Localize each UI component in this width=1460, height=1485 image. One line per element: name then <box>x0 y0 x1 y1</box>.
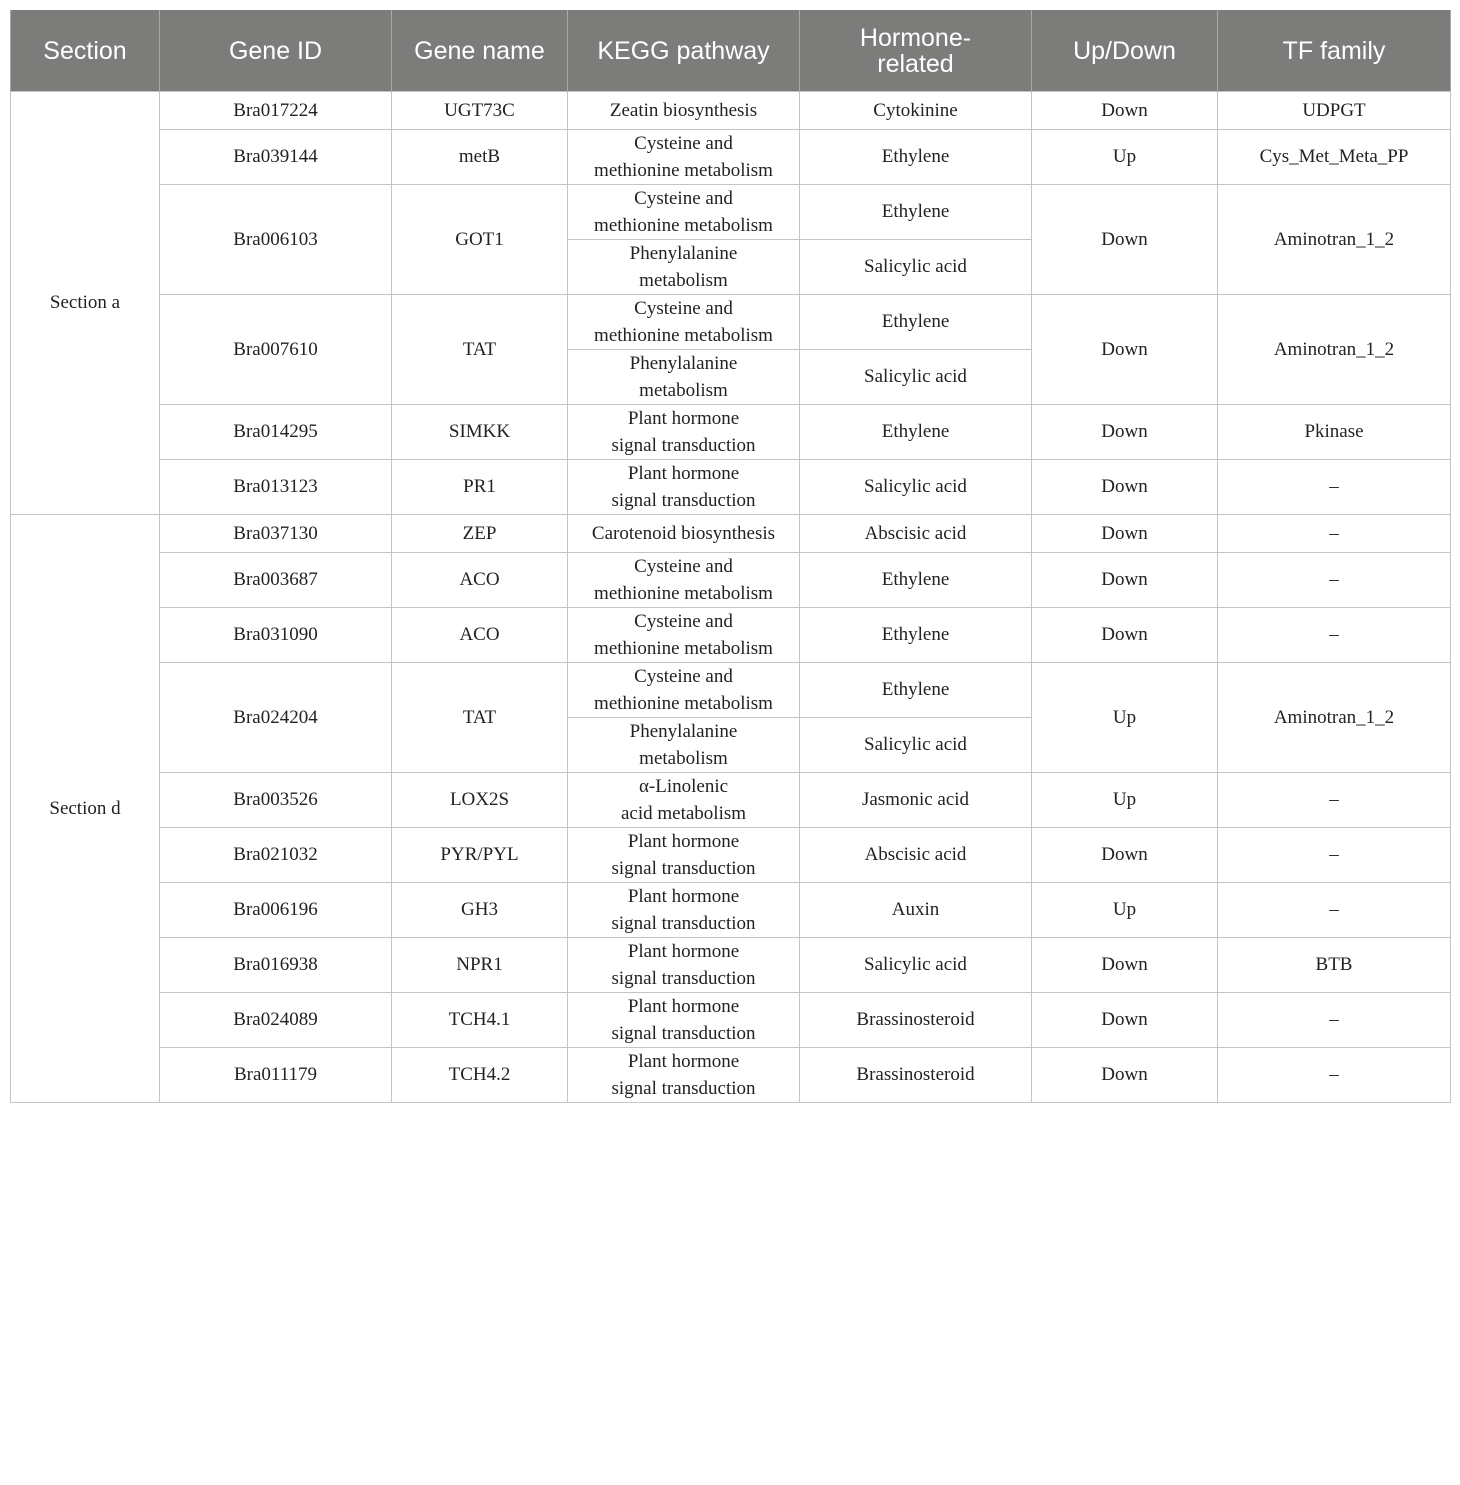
hormone-cell: Abscisic acid <box>800 514 1032 552</box>
table-row <box>11 772 1451 827</box>
gene-id-cell: Bra006196 <box>160 882 392 937</box>
gene-name-cell: LOX2S <box>392 772 568 827</box>
section-cell: Section d <box>11 514 160 1102</box>
gene-name-cell: PYR/PYL <box>392 827 568 882</box>
gene-id-cell: Bra013123 <box>160 459 392 514</box>
gene-name-cell: TCH4.2 <box>392 1047 568 1102</box>
gene-name-cell: metB <box>392 129 568 184</box>
table-row <box>11 129 1451 184</box>
tf-family-cell: – <box>1218 552 1451 607</box>
kegg-pathway-cell: Phenylalanine metabolism <box>568 349 800 404</box>
table-row <box>11 882 1451 937</box>
kegg-pathway-cell: Phenylalanine metabolism <box>568 717 800 772</box>
gene-id-cell: Bra014295 <box>160 404 392 459</box>
up-down-cell: Down <box>1032 937 1218 992</box>
up-down-cell: Up <box>1032 129 1218 184</box>
table-row <box>11 294 1451 349</box>
hormone-cell: Abscisic acid <box>800 827 1032 882</box>
header-hormone-related: Hormone- related <box>800 10 1032 92</box>
kegg-pathway-cell: Zeatin biosynthesis <box>568 92 800 130</box>
hormone-cell: Brassinosteroid <box>800 992 1032 1047</box>
hormone-cell: Cytokinine <box>800 92 1032 130</box>
hormone-cell: Brassinosteroid <box>800 1047 1032 1102</box>
hormone-cell: Ethylene <box>800 294 1032 349</box>
up-down-cell: Down <box>1032 459 1218 514</box>
tf-family-cell: – <box>1218 514 1451 552</box>
up-down-cell: Down <box>1032 552 1218 607</box>
gene-name-cell: TCH4.1 <box>392 992 568 1047</box>
kegg-pathway-cell: Cysteine and methionine metabolism <box>568 552 800 607</box>
tf-family-cell: Aminotran_1_2 <box>1218 662 1451 772</box>
kegg-pathway-cell: Carotenoid biosynthesis <box>568 514 800 552</box>
up-down-cell: Down <box>1032 992 1218 1047</box>
kegg-pathway-cell: Plant hormone signal transduction <box>568 1047 800 1102</box>
header-gene-name: Gene name <box>392 10 568 92</box>
header-up-down: Up/Down <box>1032 10 1218 92</box>
header-kegg-pathway: KEGG pathway <box>568 10 800 92</box>
up-down-cell: Down <box>1032 92 1218 130</box>
hormone-cell: Salicylic acid <box>800 937 1032 992</box>
up-down-cell: Up <box>1032 662 1218 772</box>
tf-family-cell: BTB <box>1218 937 1451 992</box>
kegg-pathway-cell: α-Linolenic acid metabolism <box>568 772 800 827</box>
gene-id-cell: Bra011179 <box>160 1047 392 1102</box>
gene-name-cell: PR1 <box>392 459 568 514</box>
gene-id-cell: Bra024204 <box>160 662 392 772</box>
hormone-cell: Ethylene <box>800 129 1032 184</box>
gene-id-cell: Bra031090 <box>160 607 392 662</box>
hormone-cell: Ethylene <box>800 552 1032 607</box>
gene-id-cell: Bra003687 <box>160 552 392 607</box>
gene-name-cell: UGT73C <box>392 92 568 130</box>
section-cell: Section a <box>11 92 160 515</box>
hormone-cell: Salicylic acid <box>800 239 1032 294</box>
header-row <box>11 10 1451 92</box>
kegg-pathway-cell: Plant hormone signal transduction <box>568 827 800 882</box>
tf-family-cell: – <box>1218 882 1451 937</box>
gene-name-cell: TAT <box>392 662 568 772</box>
tf-family-cell: – <box>1218 459 1451 514</box>
table-row <box>11 184 1451 239</box>
gene-id-cell: Bra007610 <box>160 294 392 404</box>
table-row <box>11 827 1451 882</box>
hormone-cell: Auxin <box>800 882 1032 937</box>
up-down-cell: Up <box>1032 882 1218 937</box>
kegg-pathway-cell: Cysteine and methionine metabolism <box>568 294 800 349</box>
tf-family-cell: – <box>1218 772 1451 827</box>
tf-family-cell: – <box>1218 992 1451 1047</box>
up-down-cell: Down <box>1032 827 1218 882</box>
tf-family-cell: – <box>1218 827 1451 882</box>
kegg-pathway-cell: Plant hormone signal transduction <box>568 937 800 992</box>
table-row <box>11 514 1451 552</box>
tf-family-cell: Aminotran_1_2 <box>1218 184 1451 294</box>
gene-id-cell: Bra003526 <box>160 772 392 827</box>
gene-name-cell: GH3 <box>392 882 568 937</box>
table-body <box>11 92 1451 1103</box>
table-row <box>11 607 1451 662</box>
kegg-pathway-cell: Plant hormone signal transduction <box>568 459 800 514</box>
tf-family-cell: UDPGT <box>1218 92 1451 130</box>
tf-family-cell: – <box>1218 1047 1451 1102</box>
hormone-cell: Ethylene <box>800 607 1032 662</box>
kegg-pathway-cell: Cysteine and methionine metabolism <box>568 184 800 239</box>
table-row <box>11 552 1451 607</box>
kegg-pathway-cell: Cysteine and methionine metabolism <box>568 607 800 662</box>
tf-family-cell: Pkinase <box>1218 404 1451 459</box>
gene-name-cell: ACO <box>392 552 568 607</box>
table-row <box>11 1047 1451 1102</box>
hormone-cell: Salicylic acid <box>800 717 1032 772</box>
table-row <box>11 992 1451 1047</box>
up-down-cell: Down <box>1032 404 1218 459</box>
kegg-pathway-cell: Plant hormone signal transduction <box>568 404 800 459</box>
up-down-cell: Down <box>1032 514 1218 552</box>
hormone-cell: Salicylic acid <box>800 349 1032 404</box>
gene-id-cell: Bra024089 <box>160 992 392 1047</box>
kegg-pathway-cell: Cysteine and methionine metabolism <box>568 662 800 717</box>
tf-family-cell: Cys_Met_Meta_PP <box>1218 129 1451 184</box>
up-down-cell: Up <box>1032 772 1218 827</box>
header-tf-family: TF family <box>1218 10 1451 92</box>
tf-family-cell: Aminotran_1_2 <box>1218 294 1451 404</box>
gene-id-cell: Bra021032 <box>160 827 392 882</box>
gene-id-cell: Bra037130 <box>160 514 392 552</box>
table-row <box>11 459 1451 514</box>
gene-name-cell: SIMKK <box>392 404 568 459</box>
gene-name-cell: ACO <box>392 607 568 662</box>
hormone-cell: Ethylene <box>800 184 1032 239</box>
table-row <box>11 92 1451 130</box>
gene-name-cell: GOT1 <box>392 184 568 294</box>
gene-id-cell: Bra039144 <box>160 129 392 184</box>
gene-table <box>10 10 1451 1103</box>
header-section: Section <box>11 10 160 92</box>
hormone-cell: Salicylic acid <box>800 459 1032 514</box>
hormone-cell: Ethylene <box>800 662 1032 717</box>
up-down-cell: Down <box>1032 1047 1218 1102</box>
table-row <box>11 404 1451 459</box>
gene-id-cell: Bra016938 <box>160 937 392 992</box>
gene-name-cell: ZEP <box>392 514 568 552</box>
tf-family-cell: – <box>1218 607 1451 662</box>
table-row <box>11 662 1451 717</box>
hormone-cell: Ethylene <box>800 404 1032 459</box>
up-down-cell: Down <box>1032 184 1218 294</box>
table-row <box>11 937 1451 992</box>
gene-name-cell: NPR1 <box>392 937 568 992</box>
up-down-cell: Down <box>1032 294 1218 404</box>
gene-id-cell: Bra006103 <box>160 184 392 294</box>
kegg-pathway-cell: Plant hormone signal transduction <box>568 992 800 1047</box>
kegg-pathway-cell: Phenylalanine metabolism <box>568 239 800 294</box>
kegg-pathway-cell: Plant hormone signal transduction <box>568 882 800 937</box>
hormone-cell: Jasmonic acid <box>800 772 1032 827</box>
gene-id-cell: Bra017224 <box>160 92 392 130</box>
header-gene-id: Gene ID <box>160 10 392 92</box>
gene-name-cell: TAT <box>392 294 568 404</box>
kegg-pathway-cell: Cysteine and methionine metabolism <box>568 129 800 184</box>
up-down-cell: Down <box>1032 607 1218 662</box>
